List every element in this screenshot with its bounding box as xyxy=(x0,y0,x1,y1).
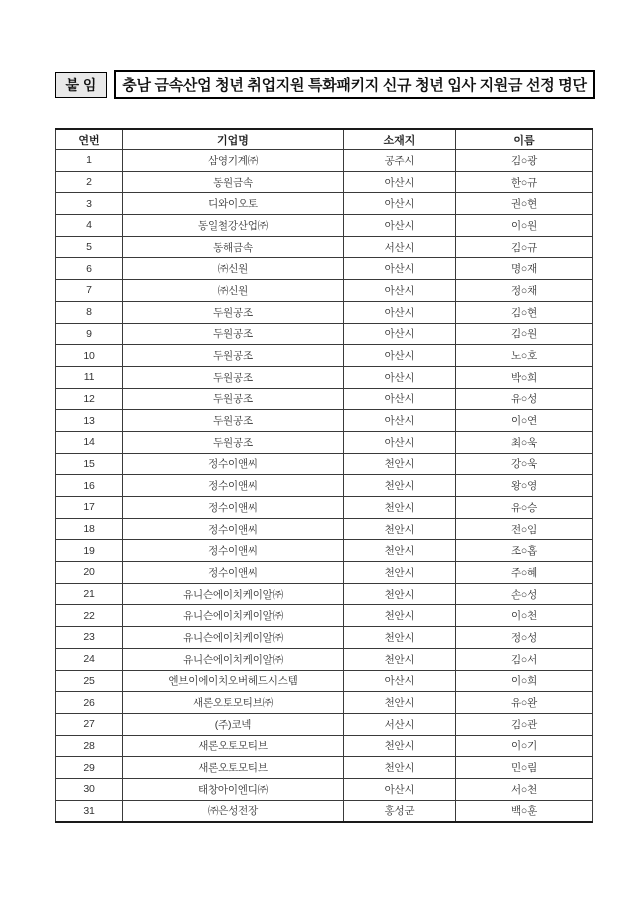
person-name-cell: 정○성 xyxy=(456,627,593,649)
location-cell: 아산시 xyxy=(344,388,456,410)
company-cell: 새론오토모티브 xyxy=(123,757,344,779)
table-row xyxy=(56,778,593,800)
table-header-row xyxy=(56,129,593,150)
table-row xyxy=(56,757,593,779)
location-cell: 천안시 xyxy=(344,540,456,562)
company-cell: 유니슨에이치케이알㈜ xyxy=(123,627,344,649)
person-name-cell: 김○관 xyxy=(456,713,593,735)
location-cell: 아산시 xyxy=(344,778,456,800)
location-cell: 아산시 xyxy=(344,301,456,323)
row-number-cell: 20 xyxy=(56,562,123,584)
header-company: 기업명 xyxy=(123,129,344,150)
person-name-cell: 주○혜 xyxy=(456,562,593,584)
person-name-cell: 조○홉 xyxy=(456,540,593,562)
company-cell: 유니슨에이치케이알㈜ xyxy=(123,605,344,627)
row-number-cell: 14 xyxy=(56,431,123,453)
table-body xyxy=(56,150,593,823)
table-row xyxy=(56,410,593,432)
person-name-cell: 서○천 xyxy=(456,778,593,800)
person-name-cell: 권○현 xyxy=(456,193,593,215)
row-number-cell: 9 xyxy=(56,323,123,345)
company-cell: 두원공조 xyxy=(123,301,344,323)
row-number-cell: 11 xyxy=(56,366,123,388)
person-name-cell: 명○재 xyxy=(456,258,593,280)
location-cell: 천안시 xyxy=(344,497,456,519)
location-cell: 홍성군 xyxy=(344,800,456,822)
table-row xyxy=(56,605,593,627)
row-number-cell: 10 xyxy=(56,345,123,367)
row-number-cell: 13 xyxy=(56,410,123,432)
location-cell: 아산시 xyxy=(344,670,456,692)
person-name-cell: 유○성 xyxy=(456,388,593,410)
person-name-cell: 김○원 xyxy=(456,323,593,345)
row-number-cell: 27 xyxy=(56,713,123,735)
table-row xyxy=(56,713,593,735)
row-number-cell: 25 xyxy=(56,670,123,692)
company-cell: ㈜신원 xyxy=(123,280,344,302)
person-name-cell: 이○원 xyxy=(456,215,593,237)
location-cell: 천안시 xyxy=(344,518,456,540)
row-number-cell: 31 xyxy=(56,800,123,822)
row-number-cell: 30 xyxy=(56,778,123,800)
company-cell: 정수이앤씨 xyxy=(123,540,344,562)
row-number-cell: 19 xyxy=(56,540,123,562)
table-row xyxy=(56,323,593,345)
row-number-cell: 5 xyxy=(56,236,123,258)
company-cell: 정수이앤씨 xyxy=(123,497,344,519)
row-number-cell: 15 xyxy=(56,453,123,475)
table-row xyxy=(56,431,593,453)
company-cell: 삼영기계㈜ xyxy=(123,150,344,172)
person-name-cell: 유○승 xyxy=(456,497,593,519)
company-cell: 디와이오토 xyxy=(123,193,344,215)
company-cell: 유니슨에이치케이알㈜ xyxy=(123,648,344,670)
row-number-cell: 1 xyxy=(56,150,123,172)
company-cell: 두원공조 xyxy=(123,323,344,345)
company-cell: 정수이앤씨 xyxy=(123,453,344,475)
location-cell: 천안시 xyxy=(344,605,456,627)
company-cell: ㈜은성전장 xyxy=(123,800,344,822)
company-cell: 두원공조 xyxy=(123,410,344,432)
location-cell: 천안시 xyxy=(344,627,456,649)
location-cell: 아산시 xyxy=(344,193,456,215)
company-cell: 두원공조 xyxy=(123,431,344,453)
company-cell: 동일철강산업㈜ xyxy=(123,215,344,237)
table-row xyxy=(56,280,593,302)
location-cell: 천안시 xyxy=(344,453,456,475)
company-cell: 태창아이엔디㈜ xyxy=(123,778,344,800)
table-row xyxy=(56,193,593,215)
location-cell: 아산시 xyxy=(344,258,456,280)
row-number-cell: 12 xyxy=(56,388,123,410)
table-row xyxy=(56,150,593,172)
row-number-cell: 17 xyxy=(56,497,123,519)
location-cell: 아산시 xyxy=(344,323,456,345)
person-name-cell: 유○완 xyxy=(456,692,593,714)
location-cell: 천안시 xyxy=(344,692,456,714)
company-cell: (주)코넥 xyxy=(123,713,344,735)
table-row xyxy=(56,735,593,757)
location-cell: 공주시 xyxy=(344,150,456,172)
table-row xyxy=(56,366,593,388)
document-title: 충남 금속산업 청년 취업지원 특화패키지 신규 청년 입사 지원금 선정 명단 xyxy=(114,70,595,99)
row-number-cell: 29 xyxy=(56,757,123,779)
row-number-cell: 22 xyxy=(56,605,123,627)
row-number-cell: 23 xyxy=(56,627,123,649)
location-cell: 아산시 xyxy=(344,171,456,193)
company-cell: 두원공조 xyxy=(123,388,344,410)
table-row xyxy=(56,215,593,237)
row-number-cell: 24 xyxy=(56,648,123,670)
person-name-cell: 김○서 xyxy=(456,648,593,670)
company-cell: 두원공조 xyxy=(123,345,344,367)
company-cell: 유니슨에이치케이알㈜ xyxy=(123,583,344,605)
company-cell: 동해금속 xyxy=(123,236,344,258)
table-row xyxy=(56,648,593,670)
table-row xyxy=(56,518,593,540)
person-name-cell: 김○광 xyxy=(456,150,593,172)
table-row xyxy=(56,388,593,410)
person-name-cell: 박○희 xyxy=(456,366,593,388)
person-name-cell: 김○현 xyxy=(456,301,593,323)
person-name-cell: 이○기 xyxy=(456,735,593,757)
row-number-cell: 8 xyxy=(56,301,123,323)
person-name-cell: 전○임 xyxy=(456,518,593,540)
row-number-cell: 18 xyxy=(56,518,123,540)
row-number-cell: 16 xyxy=(56,475,123,497)
header-row-number: 연번 xyxy=(56,129,123,150)
location-cell: 천안시 xyxy=(344,735,456,757)
table-row xyxy=(56,475,593,497)
row-number-cell: 28 xyxy=(56,735,123,757)
company-cell: 새론오토모티브 xyxy=(123,735,344,757)
row-number-cell: 2 xyxy=(56,171,123,193)
person-name-cell: 한○규 xyxy=(456,171,593,193)
location-cell: 아산시 xyxy=(344,410,456,432)
table-row xyxy=(56,345,593,367)
company-cell: 정수이앤씨 xyxy=(123,475,344,497)
person-name-cell: 이○천 xyxy=(456,605,593,627)
table-row xyxy=(56,670,593,692)
location-cell: 천안시 xyxy=(344,648,456,670)
row-number-cell: 3 xyxy=(56,193,123,215)
person-name-cell: 이○연 xyxy=(456,410,593,432)
table-row xyxy=(56,497,593,519)
attachment-label-box: 붙 임 xyxy=(55,72,107,98)
company-cell: 정수이앤씨 xyxy=(123,562,344,584)
location-cell: 아산시 xyxy=(344,280,456,302)
row-number-cell: 21 xyxy=(56,583,123,605)
person-name-cell: 정○채 xyxy=(456,280,593,302)
table-row xyxy=(56,692,593,714)
person-name-cell: 민○림 xyxy=(456,757,593,779)
table-row xyxy=(56,301,593,323)
location-cell: 아산시 xyxy=(344,345,456,367)
location-cell: 아산시 xyxy=(344,215,456,237)
row-number-cell: 6 xyxy=(56,258,123,280)
location-cell: 서산시 xyxy=(344,713,456,735)
row-number-cell: 26 xyxy=(56,692,123,714)
table-row xyxy=(56,627,593,649)
person-name-cell: 강○욱 xyxy=(456,453,593,475)
person-name-cell: 김○규 xyxy=(456,236,593,258)
company-cell: 정수이앤씨 xyxy=(123,518,344,540)
location-cell: 서산시 xyxy=(344,236,456,258)
company-cell: ㈜신원 xyxy=(123,258,344,280)
company-cell: 두원공조 xyxy=(123,366,344,388)
location-cell: 천안시 xyxy=(344,562,456,584)
header-location: 소재지 xyxy=(344,129,456,150)
location-cell: 천안시 xyxy=(344,475,456,497)
person-name-cell: 왕○영 xyxy=(456,475,593,497)
table-row xyxy=(56,562,593,584)
table-row xyxy=(56,800,593,822)
location-cell: 아산시 xyxy=(344,431,456,453)
row-number-cell: 4 xyxy=(56,215,123,237)
location-cell: 천안시 xyxy=(344,757,456,779)
header-name: 이름 xyxy=(456,129,593,150)
person-name-cell: 이○희 xyxy=(456,670,593,692)
table-header xyxy=(56,129,593,150)
person-name-cell: 백○훈 xyxy=(456,800,593,822)
table-row xyxy=(56,171,593,193)
table-row xyxy=(56,540,593,562)
table-row xyxy=(56,453,593,475)
person-name-cell: 최○욱 xyxy=(456,431,593,453)
company-cell: 새론오토모티브㈜ xyxy=(123,692,344,714)
location-cell: 아산시 xyxy=(344,366,456,388)
row-number-cell: 7 xyxy=(56,280,123,302)
table-row xyxy=(56,258,593,280)
person-name-cell: 노○호 xyxy=(456,345,593,367)
table-row xyxy=(56,236,593,258)
company-cell: 동원금속 xyxy=(123,171,344,193)
person-name-cell: 손○성 xyxy=(456,583,593,605)
table-row xyxy=(56,583,593,605)
location-cell: 천안시 xyxy=(344,583,456,605)
company-cell: 엔브이에이치오버헤드시스템 xyxy=(123,670,344,692)
selection-roster-table xyxy=(55,128,593,823)
